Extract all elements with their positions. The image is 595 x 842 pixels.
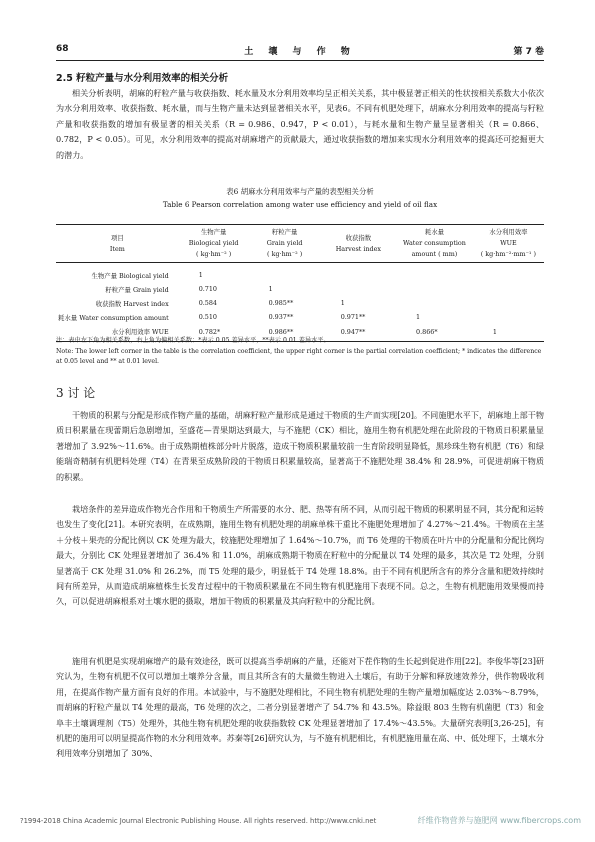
col-header-en: Harvest index [335,244,382,253]
discussion-heading: 3 讨 论 [56,386,96,400]
discussion-paragraph-3: 施用有机肥是实现胡麻增产的最有效途径，既可以提高当季胡麻的产量，还能对下茬作物的生长起到促进作用[22]。李俊华等[23]研究认为，生物有机肥不仅可以增加土壤养分含量，而且其所含有的大量微生物进入土壤后，有助于分解和释放速效养分，供作物吸收利用，在提高作物产量方面有良好的作用。本试验中，与不施肥处理相比，不同生物有机肥处理的生物产量增加幅度达 2.03%～8.79%，而胡麻的籽粒产量以 T4 处理的最高，T6 处理的次之，二者分别显著增产了 54.7% 和 43.5%。除益眼 803 生物有机菌肥（T3）和金阜丰土壤调理剂（T5）处理外，其他生物有机肥处理的收获指数较 CK 处理显著增加了 17.4%～43.5%。大量研究表明[3,26-25]，有机肥的施用可以明显提高作物的水分利用效率。苏秦等[26]研究认为，与不施有机肥相比，有机肥施用量在高、中、低处理下，土壤水分利用效率分别增加了 30%、 [56,656,544,759]
table-cell: 0.866* [396,325,473,342]
col-header-wue [473,225,544,263]
table-cell: 1 [268,285,273,294]
table-cell: 1 [340,299,345,308]
table-cell: 1 [198,271,203,279]
section-paragraph: 相关分析表明，胡麻的籽粒产量与收获指数、耗水量及水分利用效率均呈正相关关系，其中极显著正相关的性状按相关系数大小依次为水分利用效率、收获指数、耗水量，而与生物产量未达到显著相关水平，见表6。不同有机肥处理下，胡麻水分利用效率的提高与籽粒产量和收获指数的增加有极显著的相关关系（R = 0.986、0.947，P < 0.01），与耗水量和生物产量呈显著相关（R = 0.866、0.782，P < 0.05）。可见，水分利用效率的提高对胡麻增产的贡献最大，通过收获指数的增加来实现水分利用效率的提高还可挖掘更大的潜力。 [56,88,544,160]
table-cell: 0.947** [321,325,396,342]
col-header-biological-yield [179,225,249,263]
table-header-row [56,225,544,263]
row-label: 籽粒产量 Grain yield [105,285,169,294]
row-label: 水分利用效率 WUE [56,325,179,342]
section-heading: 2.5 籽粒产量与水分利用效率的相关分析 [56,73,229,84]
copyright-line: ?1994-2018 China Academic Journal Electronic Publishing House. All rights reserved. http://www.cnki.net [20,817,377,825]
table-cell: 0.710 [198,285,217,294]
table-row [56,310,544,324]
col-header-en: Item [109,244,125,253]
discussion-paragraph-1: 干物质的积累与分配是形成作物产量的基础，胡麻籽粒产量形成是通过干物质的生产而实现[20]。不同施肥水平下，胡麻地上部干物质日积累量在现蕾期后急剧增加，至盛花—青果期达到最大，与不施肥（CK）相比，施用生物有机肥处理在此阶段的干物质日积累量显著增加了 3.92%～11.6%。由于成熟期植株部分叶片脱落，造成干物质积累量较前一生育阶段明显降低，黑珍珠生物有机肥（T6）和绿能瑞奇精制有机肥料处理（T4）在青果至成熟阶段的干物质日积累量较高，显著高于不施肥处理 38.4% 和 28.9%，可促进胡麻干物质的积累。 [56,410,544,482]
row-label: 生物产量 Biological yield [91,271,169,280]
col-header-harvest-index [321,225,396,263]
table-note-en: Note: The lower left corner in the table is the correlation coefficient, the upper right corner is the partial correlation coefficient; * indicates the difference at 0.05 level and ** at 0.01 level. [56,348,542,365]
col-header-cn: 收获指数 [345,233,372,242]
page-number: 68 [56,44,69,54]
table-cell [473,263,544,283]
col-header-item [56,225,179,263]
table-cell [473,310,544,324]
col-header-grain-yield [249,225,321,263]
table-cell: 0.985** [268,299,294,308]
table-cell [473,282,544,296]
table-cell [396,282,473,296]
watermark: 纤维作物营养与施肥网 www.fibercrops.com [417,816,581,825]
table-note-cn: 注：表中左下角为相关系数，右上角为偏相关系数；*表示 0.05 差异水平，**表示 0.01 差异水平。 [56,337,330,344]
table-row [56,282,544,296]
col-header-cn: 生物产量 [200,228,227,236]
table-caption-en: Table 6 Pearson correlation among water use efficiency and yield of oil flax [162,200,438,209]
journal-title: 土 壤 与 作 物 [244,47,356,57]
table-cell: 0.584 [198,299,217,308]
row-label: 耗水量 Water consumption amount [58,313,169,322]
running-header [56,44,544,58]
col-header-cn: 耗水量 [424,228,445,236]
table-caption-cn: 表6 胡麻水分利用效率与产量的表型相关分析 [226,187,374,196]
table-cell: 1 [416,313,421,322]
table-cell [473,296,544,310]
col-header-cn: 籽粒产量 [271,228,298,236]
table-row [56,263,544,283]
col-header-water-consumption [396,225,473,263]
table-cell: 0.510 [198,313,217,322]
col-header-unit: ( kg·hm⁻²·mm⁻¹ ) [480,250,537,258]
table-cell [321,263,396,283]
col-header-unit: amount ( mm) [411,250,458,258]
table-cell [396,296,473,310]
table-cell: 0.986** [249,325,321,342]
col-header-en: Biological yield [188,239,239,247]
table-cell: 1 [473,325,544,342]
table-cell [396,263,473,283]
page-footer [0,813,595,831]
col-header-en: WUE [500,239,517,247]
col-header-unit: ( kg·hm⁻² ) [196,250,232,258]
table-cell: 0.937** [268,313,294,322]
table-cell: 0.782* [179,325,249,342]
correlation-table [56,224,544,342]
table-cell [249,263,321,283]
table-cell [321,282,396,296]
col-header-cn: 水分利用效率 [489,228,528,236]
row-label: 收获指数 Harvest index [95,299,169,308]
table-row [56,296,544,310]
col-header-cn: 项目 [110,233,124,242]
col-header-en: Grain yield [266,239,303,247]
col-header-unit: ( kg·hm⁻² ) [267,250,303,258]
volume-label: 第 7 卷 [513,47,544,57]
col-header-en: Water consumption [402,239,466,247]
discussion-paragraph-2: 栽培条件的差异造成作物光合作用和干物质生产所需要的水分、肥、热等有所不同，从而引起干物质的积累明显不同，其分配和运转也发生了变化[21]。本研究表明，在成熟期，施用生物有机肥处理的胡麻单株干重比不施肥处理增加了 4.27%～21.4%。干物质在主茎＋分枝＋果壳的分配比例以 CK 处理为最大，较施肥处理增加了 1.64%～10.7%，而 T6 处理的干物质在叶片中的分配量和分配比例均最大，分别比 CK 处理显著增加了 36.4% 和 11.0%，胡麻成熟期干物质在籽粒中的分配量以 T4 处理的最多，其次是 T2 处理，分别显著高于 CK 处理 31.0% 和 26.2%，而 T5 处理的最少，明显低于 T4 处理 18.8%。由于不同有机肥所含有的养分含量和肥效持续时间有所差异，从而造成胡麻植株生长发育过程中的干物质积累量在不同生物有机肥施用下表现不同。总之，生物有机肥施用效果慢而持久，可以促进胡麻根系对土壤水肥的摄取，增加干物质的积累量及其向籽粒中的分配比例。 [56,504,544,607]
table-cell: 0.971** [340,313,366,322]
header-rule [56,60,544,61]
